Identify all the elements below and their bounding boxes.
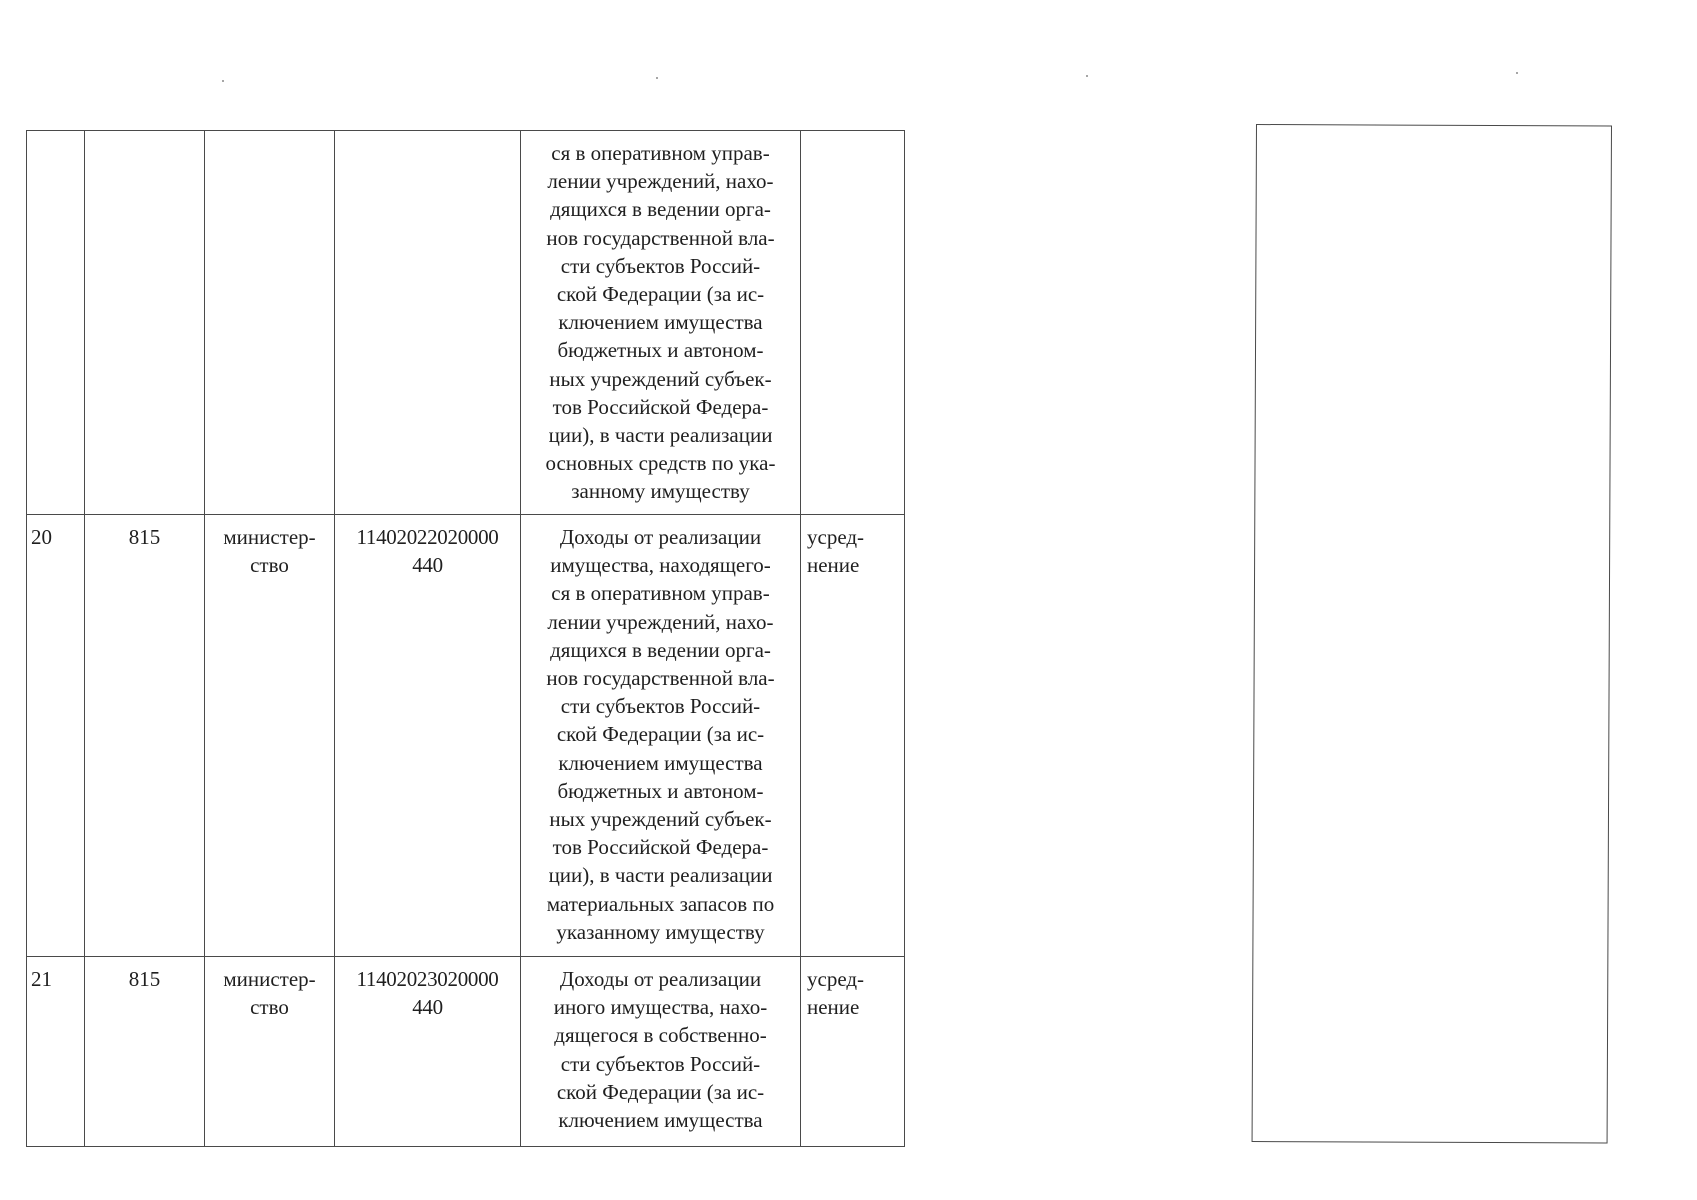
table-row bbox=[27, 957, 905, 1147]
budget-code: 11402022020000 440 bbox=[335, 515, 521, 957]
row-number bbox=[27, 131, 85, 515]
admin-code: 815 bbox=[85, 515, 205, 957]
scan-mark bbox=[1516, 72, 1518, 74]
empty-frame bbox=[1252, 124, 1612, 1144]
forecast-method: усред- нение bbox=[801, 957, 905, 1147]
scan-mark bbox=[222, 80, 224, 82]
budget-code bbox=[335, 131, 521, 515]
forecast-method: усред- нение bbox=[801, 515, 905, 957]
budget-code: 11402023020000 440 bbox=[335, 957, 521, 1147]
admin-code bbox=[85, 131, 205, 515]
revenue-table bbox=[26, 130, 905, 1147]
row-number: 20 bbox=[27, 515, 85, 957]
organization bbox=[205, 131, 335, 515]
forecast-method bbox=[801, 131, 905, 515]
scan-mark bbox=[1086, 75, 1088, 77]
admin-code: 815 bbox=[85, 957, 205, 1147]
organization: министер- ство bbox=[205, 957, 335, 1147]
organization: министер- ство bbox=[205, 515, 335, 957]
table-row bbox=[27, 515, 905, 957]
revenue-name: ся в оперативном управ- лении учреждений, нахо- дящихся в ведении орга- нов государственной вла- сти субъектов Россий- ской Федерации (за ис- ключением имущества бюджетных и автоном- ных учреждений субъек- тов Российской Федера- ции), в части реализации основных средств по ука- занному имуществу bbox=[521, 131, 801, 515]
revenue-name: Доходы от реализации имущества, находящего- ся в оперативном управ- лении учреждений, нахо- дящихся в ведении орга- нов государственной вла- сти субъектов Россий- ской Федерации (за ис- ключением имущества бюджетных и автоном- ных учреждений субъек- тов Российской Федера- ции), в части реализации материальных запасов по указанному имуществу bbox=[521, 515, 801, 957]
table-row bbox=[27, 131, 905, 515]
scan-mark bbox=[656, 77, 658, 79]
revenue-name: Доходы от реализации иного имущества, нахо- дящегося в собственно- сти субъектов Россий- ской Федерации (за ис- ключением имущества bbox=[521, 957, 801, 1147]
row-number: 21 bbox=[27, 957, 85, 1147]
